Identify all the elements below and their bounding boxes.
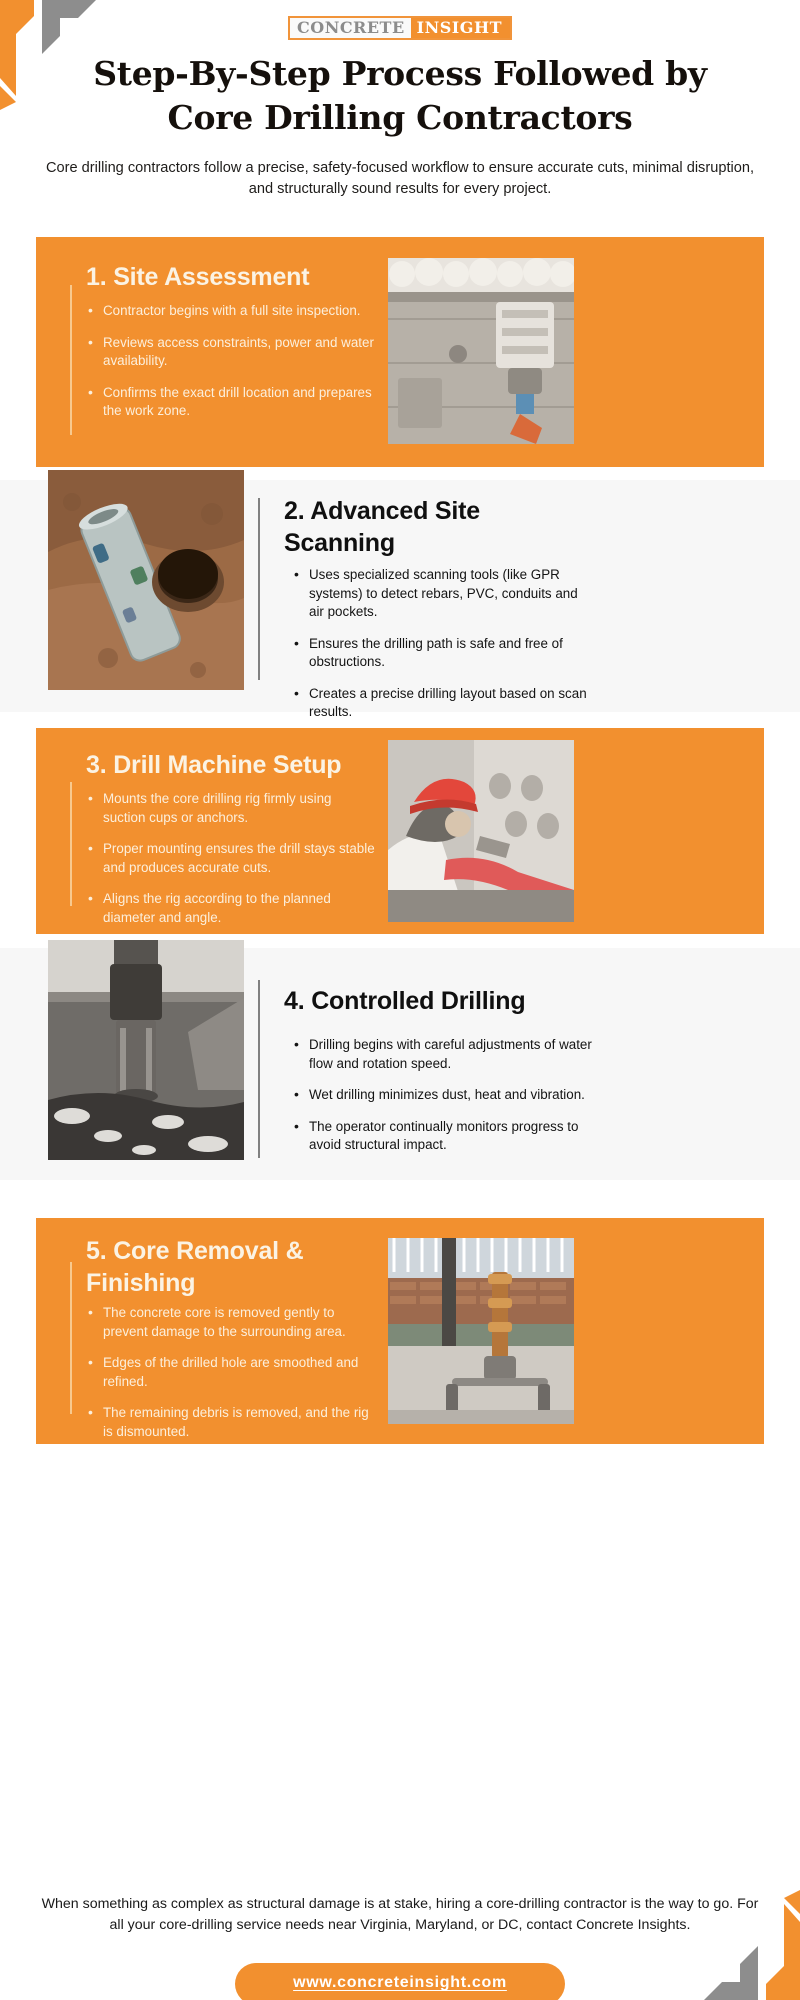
- step-3-heading: 3. Drill Machine Setup: [86, 751, 342, 779]
- step-2-image: [48, 470, 244, 690]
- brand-logo: [0, 16, 800, 40]
- step-4-accent-rule: [258, 980, 260, 1158]
- step-4-bullet-1: • Drilling begins with careful adjustments of water flow and rotation speed.: [292, 1036, 592, 1073]
- step-2-bullet-list: [292, 566, 594, 722]
- step-5-heading: 5. Core Removal & Finishing: [86, 1237, 304, 1297]
- step-1-bullet-2: • Reviews access constraints, power and water availability.: [86, 334, 374, 371]
- step-5-image: [388, 1238, 574, 1424]
- step-2-bullet-3: • Creates a precise drilling layout based on scan results.: [292, 685, 594, 722]
- brand-logo-concrete: CONCRETE: [290, 18, 411, 38]
- website-cta-button[interactable]: [235, 1963, 565, 2000]
- step-2-bullet-1: • Uses specialized scanning tools (like GPR systems) to detect rebars, PVC, conduits and air pockets.: [292, 566, 594, 622]
- website-url-link[interactable]: www.concreteinsight.com: [293, 1974, 507, 1991]
- page-title: [28, 52, 772, 139]
- step-1-accent-rule: [70, 285, 72, 435]
- page-title-line-1: Step-By-Step Process Followed by: [93, 54, 707, 93]
- step-4-heading: 4. Controlled Drilling: [284, 987, 526, 1015]
- step-4-bullet-2: • Wet drilling minimizes dust, heat and vibration.: [292, 1086, 592, 1105]
- page-title-line-2: Core Drilling Contractors: [167, 97, 633, 137]
- step-3-accent-rule: [70, 782, 72, 906]
- step-1-heading: 1. Site Assessment: [86, 263, 310, 291]
- step-2-heading: 2. Advanced Site Scanning: [284, 497, 480, 557]
- step-3-bullet-list: [86, 790, 376, 927]
- step-5-bullet-list: [86, 1304, 382, 1441]
- brand-logo-insight: INSIGHT: [411, 18, 510, 38]
- step-1-bullet-list: [86, 302, 374, 421]
- step-5-accent-rule: [70, 1262, 72, 1414]
- step-1-bullet-3: • Confirms the exact drill location and prepares the work zone.: [86, 384, 374, 421]
- step-3-bullet-2: • Proper mounting ensures the drill stays stable and produces accurate cuts.: [86, 840, 376, 877]
- step-2-accent-rule: [258, 498, 260, 680]
- step-1-bullet-1: • Contractor begins with a full site inspection.: [86, 302, 374, 321]
- step-5-bullet-1: • The concrete core is removed gently to prevent damage to the surrounding area.: [86, 1304, 382, 1341]
- step-5-bullet-3: • The remaining debris is removed, and the rig is dismounted.: [86, 1404, 382, 1441]
- step-3-image: [388, 740, 574, 922]
- step-4-bullet-list: [292, 1036, 592, 1155]
- step-2-bullet-2: • Ensures the drilling path is safe and free of obstructions.: [292, 635, 594, 672]
- intro-paragraph: Core drilling contractors follow a precise, safety-focused workflow to ensure accurate cuts, minimal disruption, and structurally sound results for every project.: [45, 160, 755, 198]
- step-3-bullet-1: • Mounts the core drilling rig firmly using suction cups or anchors.: [86, 790, 376, 827]
- step-4-image: [48, 940, 244, 1160]
- step-4-bullet-3: • The operator continually monitors progress to avoid structural impact.: [292, 1118, 592, 1155]
- step-5-bullet-2: • Edges of the drilled hole are smoothed and refined.: [86, 1354, 382, 1391]
- step-3-bullet-3: • Aligns the rig according to the planned diameter and angle.: [86, 890, 376, 927]
- closing-paragraph: When something as complex as structural damage is at stake, hiring a core-drilling contractor is the way to go. For all your core-drilling service needs near Virginia, Maryland, or DC, contact Concrete Insights.: [41, 1896, 759, 1933]
- step-1-image: [388, 258, 574, 444]
